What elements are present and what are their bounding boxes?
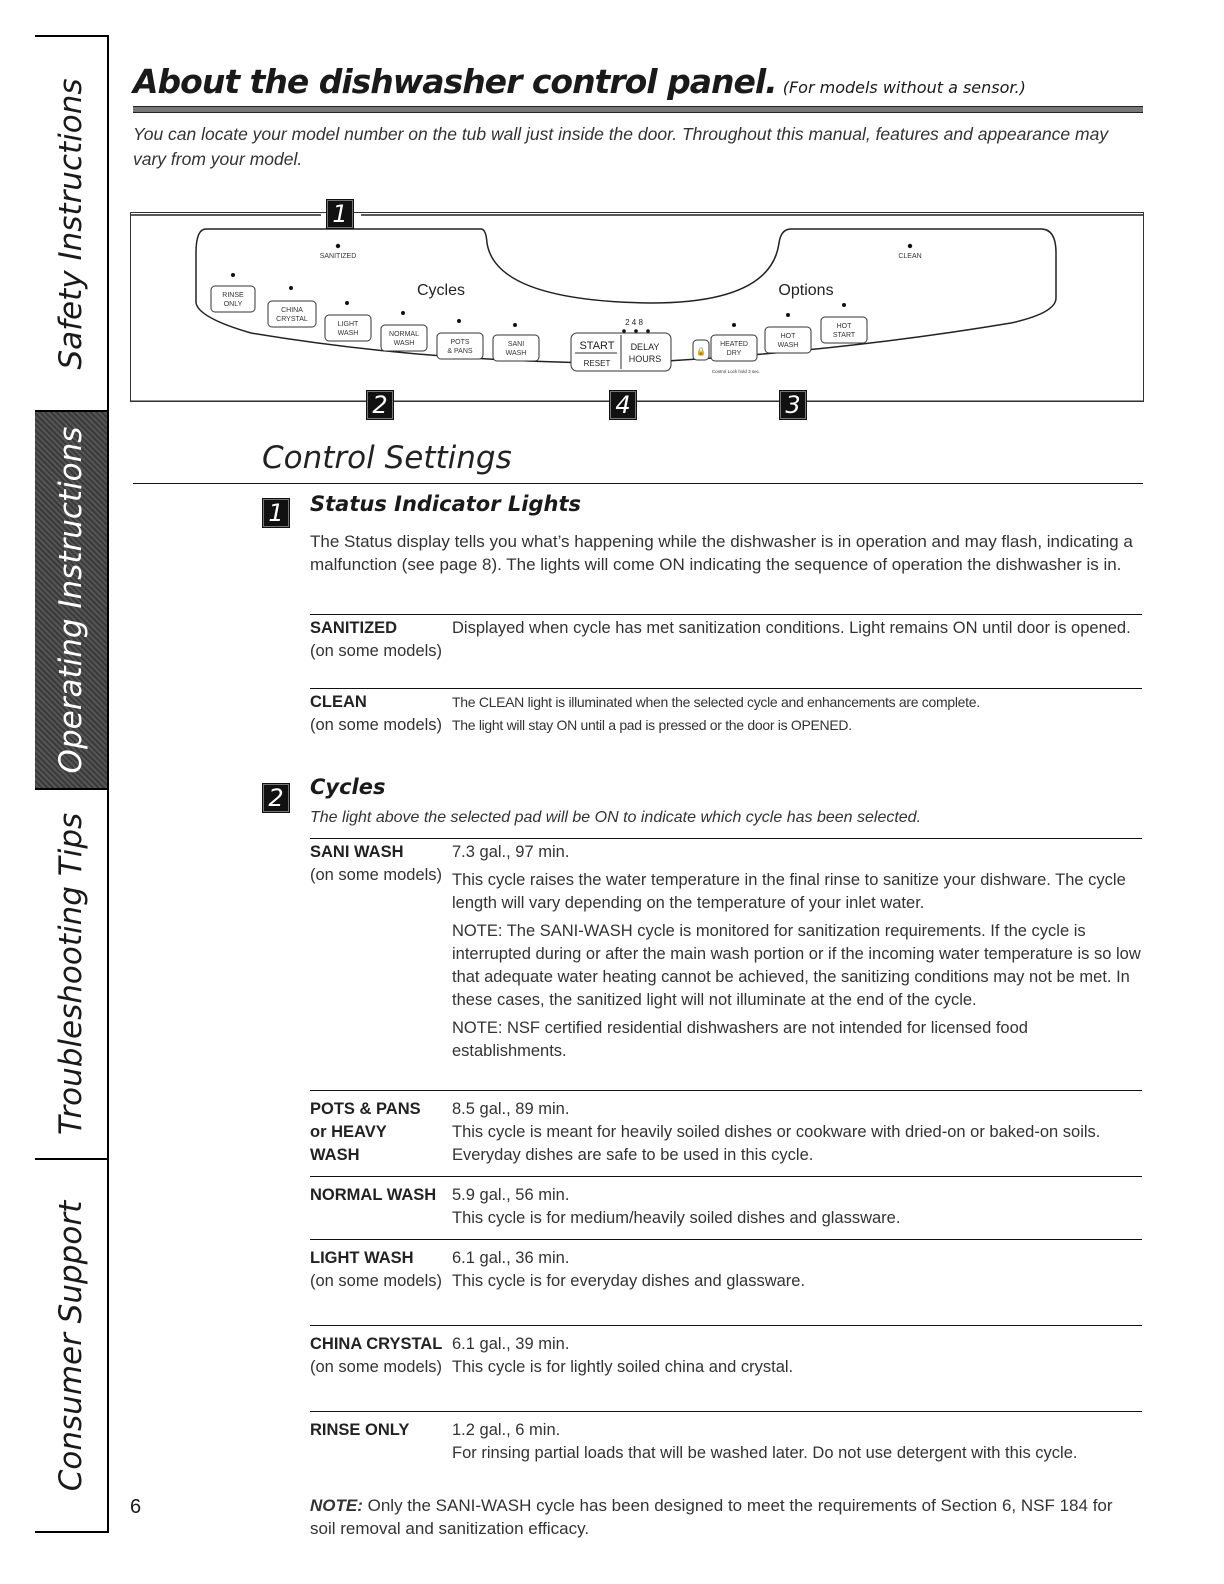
divider xyxy=(310,614,1142,615)
svg-text:& PANS: & PANS xyxy=(447,348,473,355)
normal-wash-row-title: NORMAL WASH xyxy=(310,1186,437,1204)
status-lights-heading: Status Indicator Lights xyxy=(310,492,581,516)
svg-text:HOT: HOT xyxy=(780,333,796,340)
svg-text:SANI: SANI xyxy=(507,341,525,348)
svg-text:WASH: WASH xyxy=(393,340,415,347)
divider xyxy=(310,838,1142,839)
svg-text:HEATED: HEATED xyxy=(720,341,748,348)
sanitized-row-title: SANITIZED (on some models) xyxy=(310,619,443,660)
clean-label: CLEAN xyxy=(898,253,922,260)
tab-safety-instructions[interactable] xyxy=(35,35,107,410)
cycles-heading: Cycles xyxy=(310,775,386,799)
pots-pans-row-title: POTS & PANS or HEAVY WASH xyxy=(310,1100,421,1164)
callout-2-badge: 2 xyxy=(366,390,394,420)
svg-text:CHINA: CHINA xyxy=(281,307,303,314)
hot-start-pad[interactable] xyxy=(821,317,867,343)
tab-label: Consumer Support xyxy=(53,1200,89,1491)
cycles-subtitle: The light above the selected pad will be ON to indicate which cycle has been selected. xyxy=(310,809,922,826)
control-settings-heading: Control Settings xyxy=(262,440,512,476)
divider xyxy=(310,1239,1142,1240)
tab-operating-instructions[interactable] xyxy=(35,410,107,788)
divider xyxy=(310,1411,1142,1412)
intro-text: You can locate your model number on the tub wall just inside the door. Throughout this manual, features and appearance may vary from your model. xyxy=(133,124,1109,169)
delay-hours-numbers: 2 4 8 xyxy=(625,318,643,327)
light-wash-row-text: 6.1 gal., 36 min. This cycle is for everyday dishes and glassware. xyxy=(452,1249,806,1290)
svg-text:🔒: 🔒 xyxy=(696,347,706,356)
clean-row-text: The CLEAN light is illuminated when the selected cycle and enhancements are complete. The light will stay ON until a pad is pressed or the door is OPENED. xyxy=(452,694,980,733)
divider xyxy=(310,1090,1142,1091)
light-wash-row-title: LIGHT WASH (on some models) xyxy=(310,1249,443,1290)
divider xyxy=(310,1176,1142,1177)
hot-wash-pad[interactable] xyxy=(765,327,811,353)
control-panel-drawing xyxy=(131,213,1143,401)
divider xyxy=(310,688,1142,689)
china-crystal-pad[interactable] xyxy=(268,301,316,327)
sani-wash-row-text: 7.3 gal., 97 min. This cycle raises the water temperature in the final rinse to sanitize your dishware. The cycle length will vary depending on the temperature of your inlet water. NOTE: The SANI-WASH cycle is monitored for sanitization requirements. If the cycle is interrupted during or after the main wash portion or if the incoming water temperature is so low that adequate water heating cannot be achieved, the sanitizing conditions may not be met. In these cases, the sanitized light will not illuminate at the end of the cycle. NOTE: NSF certified residential dishwashers are not intended for licensed food establishments. xyxy=(452,843,1141,1060)
section-2-badge: 2 xyxy=(262,783,290,813)
page-title: About the dishwasher control panel. (For models without a sensor.) xyxy=(133,62,1026,101)
light-wash-pad[interactable] xyxy=(325,315,371,341)
sani-wash-row-title: SANI WASH (on some models) xyxy=(310,843,443,884)
start-label: START xyxy=(579,340,615,352)
divider xyxy=(133,483,1143,484)
svg-text:RINSE: RINSE xyxy=(222,292,244,299)
options-label: Options xyxy=(778,282,834,299)
china-crystal-row-text: 6.1 gal., 39 min. This cycle is for lightly soiled china and crystal. xyxy=(452,1335,794,1376)
svg-text:NORMAL: NORMAL xyxy=(389,331,419,338)
footer-note: NOTE: Only the SANI-WASH cycle has been designed to meet the requirements of Section 6, NSF 184 for soil removal and sanitization efficacy. xyxy=(310,1496,1113,1538)
hours-label: HOURS xyxy=(628,354,662,364)
tab-label: Operating Instructions xyxy=(53,426,89,774)
sanitized-label: SANITIZED xyxy=(319,253,357,260)
rinse-only-row-title: RINSE ONLY xyxy=(310,1421,410,1439)
tab-label: Safety Instructions xyxy=(53,77,89,370)
control-lock-caption: Control Lock hold 3 sec. xyxy=(711,369,761,374)
sanitized-row-text: Displayed when cycle has met sanitization conditions. Light remains ON until door is opened. xyxy=(452,619,1131,637)
svg-text:ONLY: ONLY xyxy=(223,301,243,308)
normal-wash-pad[interactable] xyxy=(381,325,427,351)
clean-row-title: CLEAN (on some models) xyxy=(310,693,443,734)
callout-4-badge: 4 xyxy=(609,390,637,420)
tab-consumer-support[interactable] xyxy=(35,1158,107,1533)
status-description: The Status display tells you what’s happening while the dishwasher is in operation and may flash, indicating a malfunction (see page 8). The lights will come ON indicating the sequence of operation the dishwasher is in. xyxy=(310,532,1133,574)
reset-label: RESET xyxy=(583,359,611,368)
normal-wash-row-text: 5.9 gal., 56 min. This cycle is for medium/heavily soiled dishes and glassware. xyxy=(452,1186,901,1227)
svg-text:WASH: WASH xyxy=(505,350,527,357)
svg-text:HOT: HOT xyxy=(836,323,852,330)
title-note: (For models without a sensor.) xyxy=(782,78,1026,97)
divider xyxy=(310,1325,1142,1326)
pots-pans-row-text: 8.5 gal., 89 min. This cycle is meant for heavily soiled dishes or cookware with dried-on or baked-on soils. Everyday dishes are safe to be used in this cycle. xyxy=(452,1100,1101,1164)
callout-3-badge: 3 xyxy=(779,390,807,420)
heated-dry-pad[interactable] xyxy=(711,335,757,361)
svg-text:START: START xyxy=(832,332,856,339)
title-rule xyxy=(133,106,1143,113)
rinse-only-pad[interactable] xyxy=(211,286,255,312)
callout-1-badge: 1 xyxy=(326,199,354,229)
tab-label: Troubleshooting Tips xyxy=(53,812,89,1136)
side-navigation xyxy=(35,35,109,1533)
svg-text:WASH: WASH xyxy=(777,342,799,349)
page-number: 6 xyxy=(130,1496,142,1518)
svg-text:POTS: POTS xyxy=(450,339,470,346)
section-1-badge: 1 xyxy=(262,498,290,528)
delay-label: DELAY xyxy=(630,342,660,352)
sani-wash-pad[interactable] xyxy=(493,335,539,361)
rinse-only-row-text: 1.2 gal., 6 min. For rinsing partial loads that will be washed later. Do not use detergent with this cycle. xyxy=(452,1421,1078,1462)
control-panel-diagram xyxy=(130,200,1144,419)
svg-text:CRYSTAL: CRYSTAL xyxy=(276,316,308,323)
china-crystal-row-title: CHINA CRYSTAL (on some models) xyxy=(310,1335,443,1376)
cycles-label: Cycles xyxy=(416,282,466,299)
svg-text:LIGHT: LIGHT xyxy=(337,321,359,328)
svg-text:DRY: DRY xyxy=(726,350,742,357)
svg-text:WASH: WASH xyxy=(337,330,359,337)
pots-pans-pad[interactable] xyxy=(437,333,483,359)
tab-troubleshooting-tips[interactable] xyxy=(35,788,107,1158)
